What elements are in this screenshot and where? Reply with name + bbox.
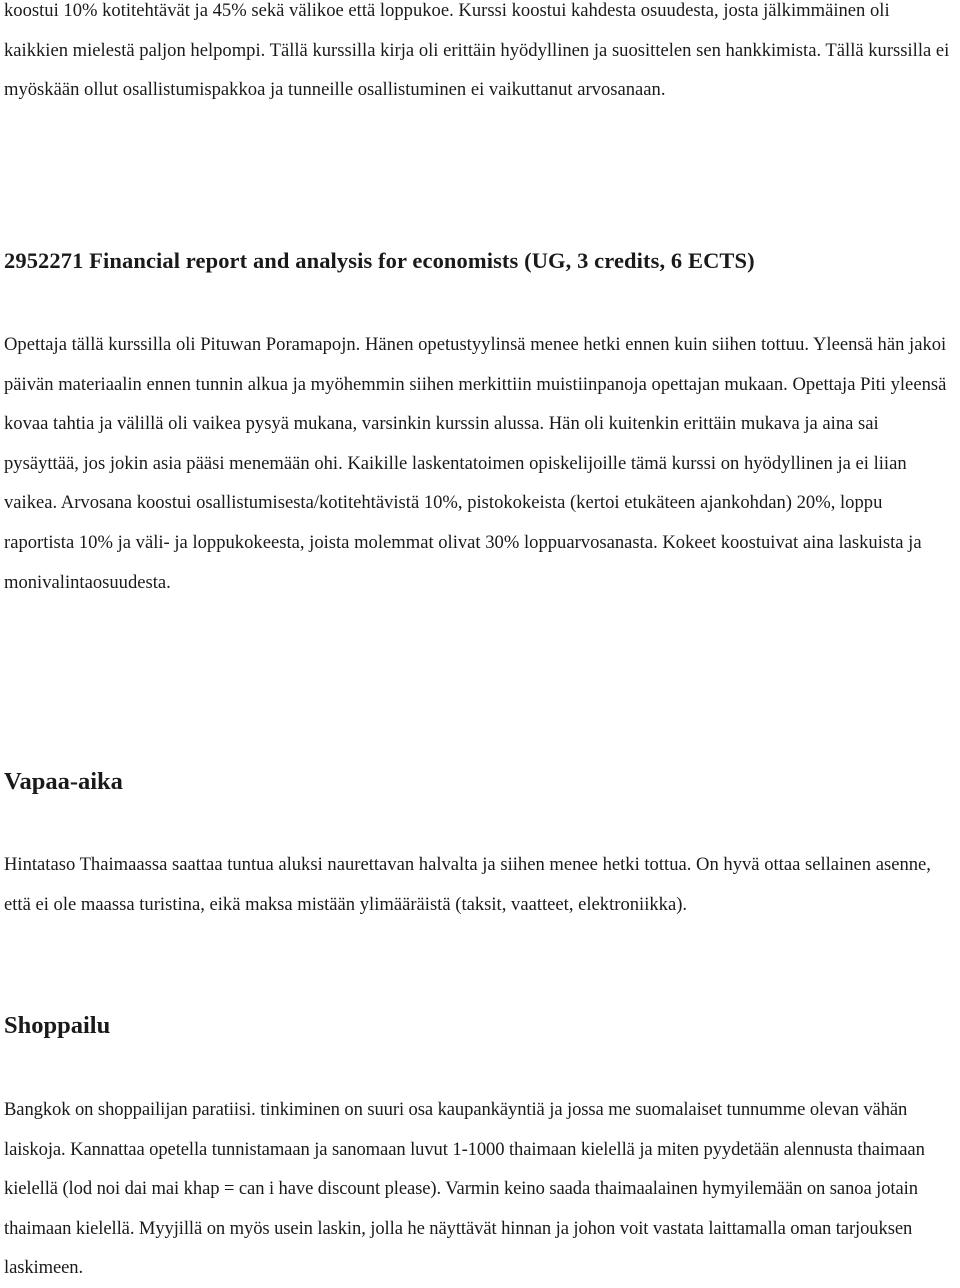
intro-paragraph: koostui 10% kotitehtävät ja 45% sekä välikoe että loppukoe. Kurssi koostui kahdesta osuudesta, josta jälkimmäinen oli kaikkien mielestä paljon helpompi. Tällä kurssilla kirja oli erittäin hyödyllinen ja suosittelen sen hankkimista. Tällä kurssilla ei myöskään ollut osallistumispakkoa ja tunneille osallistuminen ei vaikuttanut arvosanaan.: [4, 0, 950, 101]
course-heading: 2952271 Financial report and analysis for economists (UG, 3 credits, 6 ECTS): [4, 248, 755, 273]
vapaa-aika-paragraph: Hintataso Thaimaassa saattaa tuntua aluksi naurettavan halvalta ja siihen menee hetki tottua. On hyvä ottaa sellainen asenne, että ei ole maassa turistina, eikä maksa mistään ylimääräistä (taksit, vaatteet, elektroniikka).: [4, 854, 931, 915]
course-section: [4, 325, 956, 602]
shoppailu-section: [4, 1090, 956, 1288]
shoppailu-heading: Shoppailu: [4, 1012, 111, 1039]
shoppailu-paragraph: Bangkok on shoppailijan paratiisi. tinkiminen on suuri osa kaupankäyntiä ja jossa me suomalaiset tunnumme olevan vähän laiskoja. Kannattaa opetella tunnistamaan ja sanomaan luvut 1-1000 thaimaan kielellä ja miten pyydetään alennusta thaimaan kielellä (lod noi dai mai khap = can i have discount please). Varmin keino saada thaimaalainen hymyilemään on sanoa jotain thaimaan kielellä. Myyjillä on myös usein laskin, jolla he näyttävät hinnan ja johon voit vastata laittamalla oman tarjouksen laskimeen.: [4, 1099, 925, 1279]
shoppailu-heading-block: [4, 1010, 956, 1042]
vapaa-aika-heading-block: [4, 766, 956, 798]
vapaa-aika-section: [4, 845, 956, 924]
course-paragraph: Opettaja tällä kurssilla oli Pituwan Poramapojn. Hänen opetustyylinsä menee hetki ennen kuin siihen tottuu. Yleensä hän jakoi päivän materiaalin ennen tunnin alkua ja myöhemmin siihen merkittiin muistiinpanoja opettajan mukaan. Opettaja Piti yleensä kovaa tahtia ja välillä oli vaikea pysyä mukana, varsinkin kurssin alussa. Hän oli kuitenkin erittäin mukava ja aina sai pysäyttää, jos jokin asia pääsi menemään ohi. Kaikille laskentatoimen opiskelijoille tämä kurssi on hyödyllinen ja ei liian vaikea. Arvosana koostui osallistumisesta/kotitehtävistä 10%, pistokokeista (kertoi etukäteen ajankohdan) 20%, loppu raportista 10% ja väli- ja loppukokeesta, joista molemmat olivat 30% loppuarvosanasta. Kokeet koostuivat aina laskuista ja monivalintaosuudesta.: [4, 334, 947, 593]
vapaa-aika-heading: Vapaa-aika: [4, 768, 123, 795]
course-heading-block: [4, 246, 956, 276]
intro-section: [4, 0, 956, 110]
